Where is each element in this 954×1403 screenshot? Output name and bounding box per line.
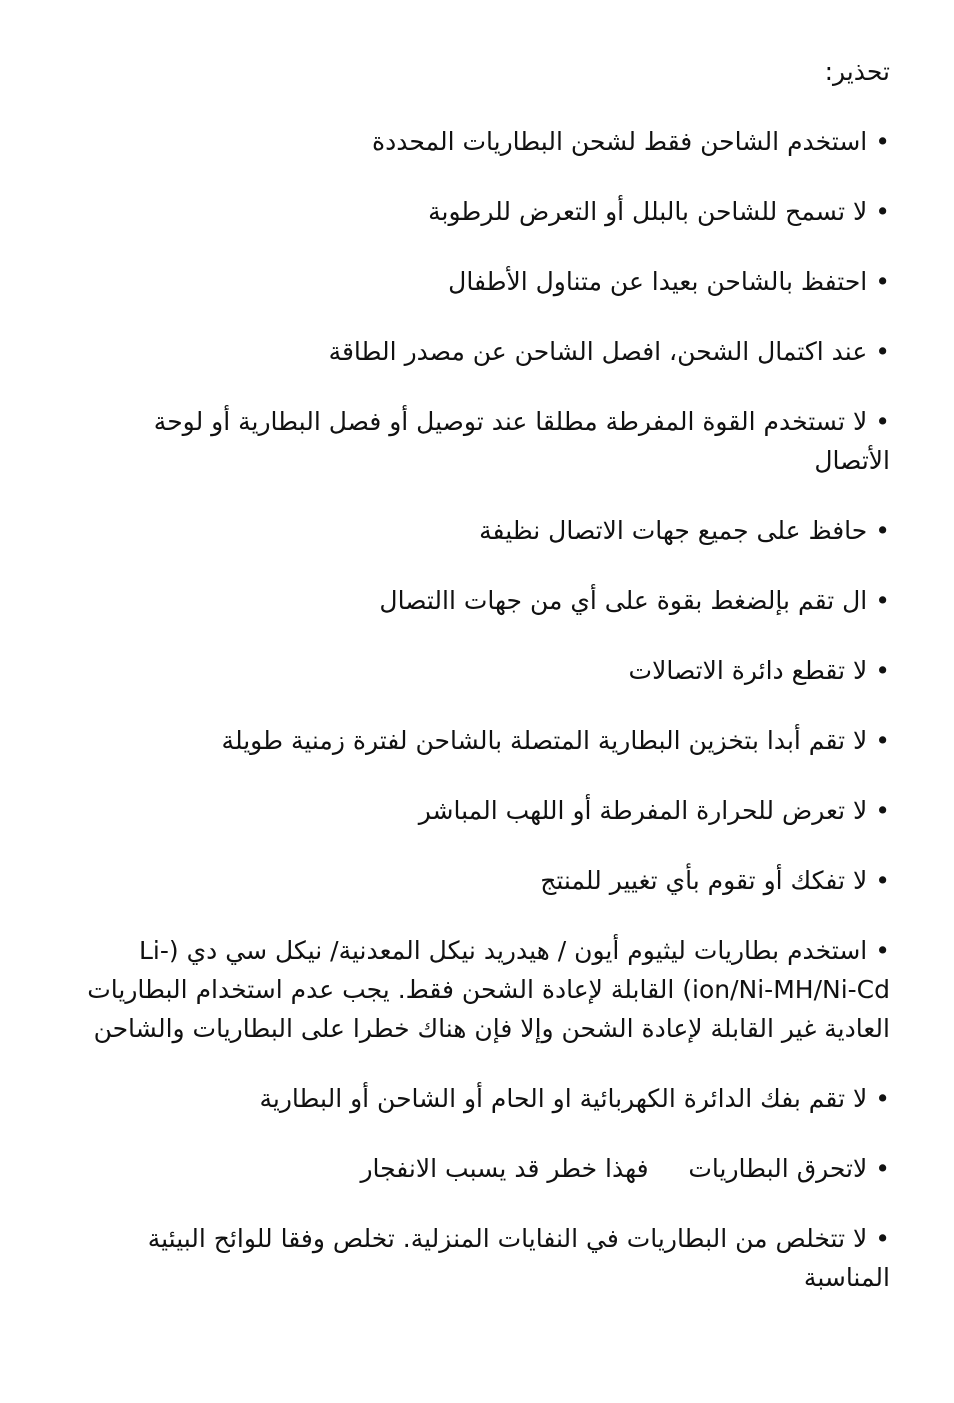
warning-text: احتفظ بالشاحن بعيدا عن متناول الأطفال: [448, 267, 868, 296]
document-page: [72, 52, 890, 1328]
warning-text: لا تسمح للشاحن بالبلل أو التعرض للرطوبة: [428, 197, 868, 226]
bullet-icon: •: [875, 267, 890, 296]
warning-text: استخدم الشاحن فقط لشحن البطاريات المحددة: [372, 127, 868, 156]
warning-text: ال تقم بإلضغط بقوة على أي من جهات االتصال: [379, 586, 868, 615]
bullet-icon: •: [875, 1084, 890, 1113]
warning-item: [72, 262, 890, 301]
warning-text: لا تعرض للحرارة المفرطة أو اللهب المباشر: [418, 796, 868, 825]
warning-text: لاتحرق البطاريات فهذا خطر قد يسبب الانفجار: [360, 1154, 868, 1183]
bullet-icon: •: [875, 1154, 890, 1183]
bullet-icon: •: [875, 796, 890, 825]
warning-item: [72, 511, 890, 550]
bullet-icon: •: [875, 866, 890, 895]
bullet-icon: •: [875, 197, 890, 226]
bullet-icon: •: [875, 337, 890, 366]
warning-item: [72, 332, 890, 371]
warning-text: لا تقطع دائرة الاتصالات: [628, 656, 868, 685]
warning-text: لا تقم بفك الدائرة الكهربائية او الحام أو الشاحن أو البطارية: [259, 1084, 868, 1113]
bullet-icon: •: [875, 726, 890, 755]
warning-item: [72, 192, 890, 231]
warning-text: عند اكتمال الشحن، افصل الشاحن عن مصدر الطاقة: [328, 337, 868, 366]
warning-item: [72, 651, 890, 690]
warning-item: [72, 721, 890, 760]
warning-item: [72, 1149, 890, 1188]
bullet-icon: •: [875, 127, 890, 156]
warning-list: [72, 122, 890, 1297]
bullet-icon: •: [875, 586, 890, 615]
warning-text: حافظ على جميع جهات الاتصال نظيفة: [479, 516, 868, 545]
warning-text: لا تتخلص من البطاريات في النفايات المنزلية. تخلص وفقا للوائح البيئية المناسبة: [147, 1224, 890, 1292]
warning-heading: تحذير:: [824, 57, 890, 86]
warning-item: [72, 122, 890, 161]
bullet-icon: •: [875, 407, 890, 436]
warning-text: لا تفكك أو تقوم بأي تغيير للمنتج: [540, 866, 868, 895]
warning-item: [72, 931, 890, 1048]
warning-item: [72, 402, 890, 480]
warning-text: لا تقم أبدا بتخزين البطارية المتصلة بالشاحن لفترة زمنية طويلة: [221, 726, 868, 755]
bullet-icon: •: [875, 1224, 890, 1253]
bullet-icon: •: [875, 516, 890, 545]
warning-item: [72, 791, 890, 830]
warning-item: [72, 1079, 890, 1118]
warning-text: لا تستخدم القوة المفرطة مطلقا عند توصيل أو فصل البطارية أو لوحة الأتصال: [153, 407, 890, 475]
warning-item: [72, 581, 890, 620]
bullet-icon: •: [875, 656, 890, 685]
bullet-icon: •: [875, 936, 890, 965]
warning-item: [72, 1219, 890, 1297]
warning-item: [72, 861, 890, 900]
warning-text: استخدم بطاريات ليثيوم أيون / هيدريد نيكل المعدنية/ نيكل سي دي (Li-ion/Ni-MH/Ni-Cd) القابلة لإعادة الشحن فقط. يجب عدم استخدام البطاريات العادية غير القابلة لإعادة الشحن وإلا فإن هناك خطرا على البطاريات والشاحن: [87, 936, 890, 1043]
